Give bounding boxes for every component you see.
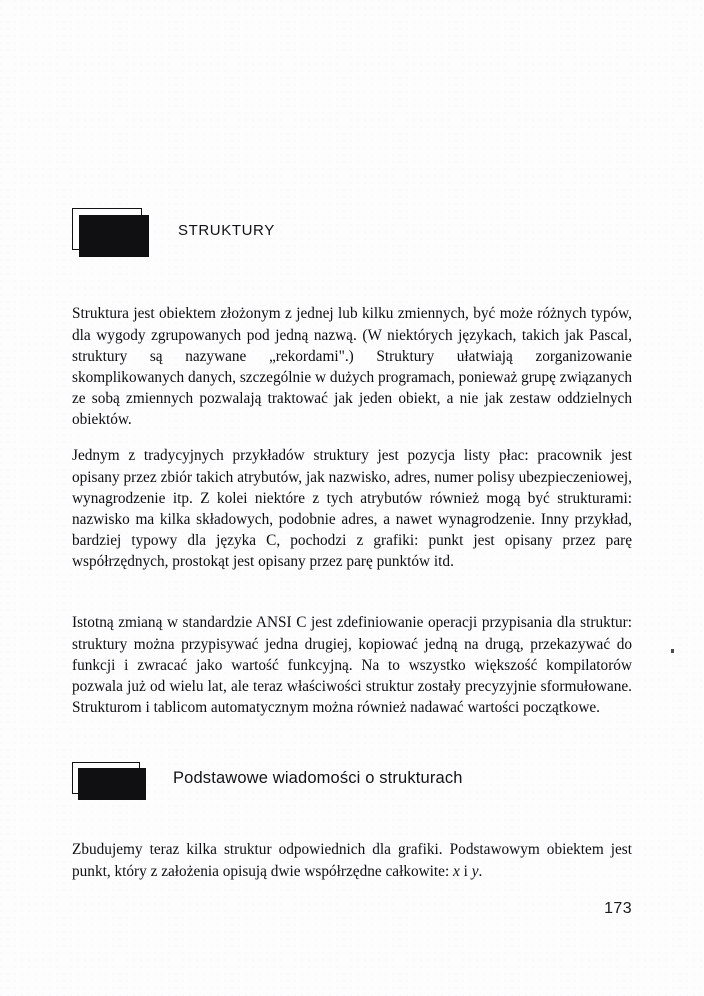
section-number: 6.1 <box>82 768 107 788</box>
page-number: 173 <box>604 900 632 917</box>
paragraph-4-conjunction: i <box>459 862 472 880</box>
page-content <box>72 0 632 996</box>
section-number-box <box>72 762 140 794</box>
paragraph-4-period: . <box>478 862 483 880</box>
section-title: Podstawowe wiadomości o strukturach <box>173 768 463 787</box>
chapter-number: 6 <box>84 217 96 241</box>
scan-artifact-speck <box>671 649 674 653</box>
paragraph-4-text: Zbudujemy teraz kilka struktur odpowiednich dla grafiki. Podstawowym obiektem jest punkt, który z założenia opisują dwie współrzędne całkowite: <box>72 841 632 880</box>
section-heading <box>72 762 463 794</box>
body-paragraph-4 <box>72 839 632 881</box>
body-paragraph-2: Jednym z tradycyjnych przykładów struktury jest pozycja listy płac: pracownik jest opisany przez zbiór takich atrybutów, jak nazwisko, adres, numer polisy ubezpieczeniowej, wynagrodzenie itp. Z kolei niektóre z tych atrybutów również mogą być strukturami: nazwisko ma kilka składowych, podobnie adres, a nawet wynagrodzenie. Inny przykład, bardziej typowy dla języka C, pochodzi z grafiki: punkt jest opisany przez parę współrzędnych, prostokąt jest opisany przez parę punktów itd. <box>72 447 632 571</box>
variable-y: y <box>471 862 479 880</box>
chapter-title: struktury <box>178 217 275 240</box>
body-paragraph-1: Struktura jest obiektem złożonym z jednej lub kilku zmiennych, być może różnych typów, dla wygody zgrupowanych pod jedną nazwą. (W niektórych językach, takich jak Pascal, struktury są nazywane „rekordami".) Struktury ułatwiają zorganizowanie skomplikowanych danych, szczególnie w dużych programach, ponieważ grupę związanych ze sobą zmiennych pozwalają traktować jak jeden obiekt, a nie jak zestaw oddzielnych obiektów. <box>72 305 632 429</box>
chapter-number-box <box>72 208 142 250</box>
chapter-heading <box>72 208 275 250</box>
variable-x: x <box>453 862 460 880</box>
body-paragraph-3: Istotną zmianą w standardzie ANSI C jest zdefiniowanie operacji przypisania dla struktur: struktury można przypisywać jedna drugiej, kopiować jedną na drugą, przekazywać do funkcji i zwracać jako wartość funkcyjną. Na to wszystko większość kompilatorów pozwala już od wielu lat, ale teraz właściwości struktur zostały precyzyjnie sformułowane. Strukturom i tablicom automatycznym można również nadawać wartości początkowe. <box>72 614 632 717</box>
